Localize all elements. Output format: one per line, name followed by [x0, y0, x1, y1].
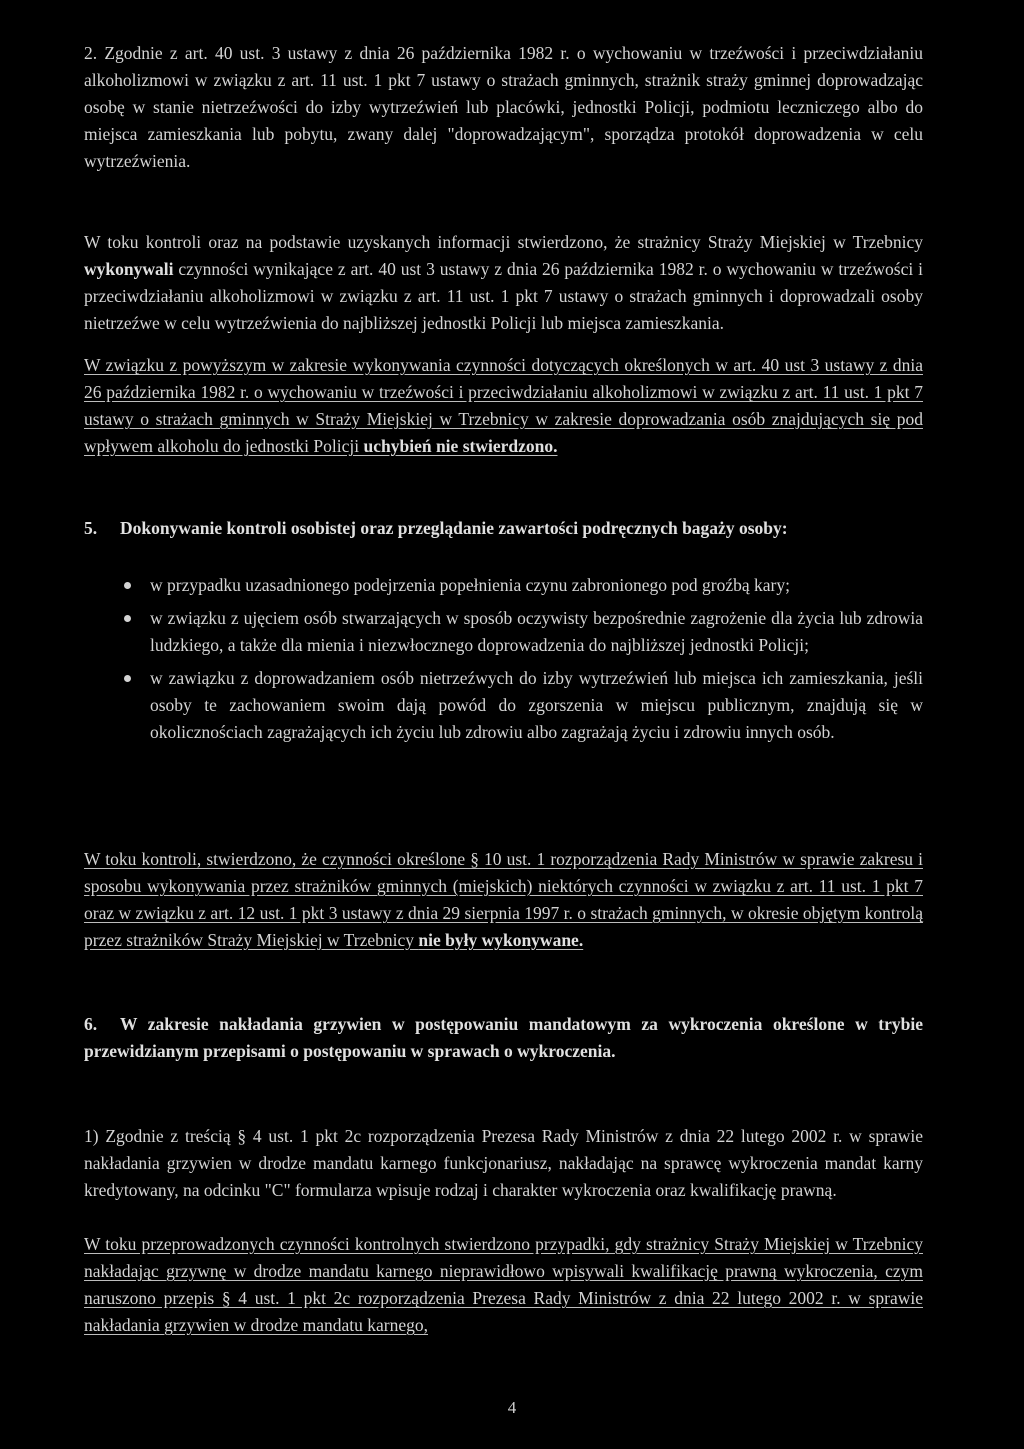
- bullet-item-3: [150, 665, 923, 746]
- conclusion-3-text: W toku przeprowadzonych czynności kontrolnych stwierdzono przypadki, gdy strażnicy Straży Miejskiej w Trzebnicy nakładając grzywnę w drodze mandatu karnego nieprawidłowo wpisywali kwalifikację prawną wykroczenia, czym naruszono przepis § 4 ust. 1 pkt 2c rozporządzenia Prezesa Rady Ministrów z dnia 22 lutego 2002 r. w sprawie nakładania grzywien w drodze mandatu karnego,: [84, 1234, 923, 1335]
- item-1-text: 1) Zgodnie z treścią § 4 ust. 1 pkt 2c rozporządzenia Prezesa Rady Ministrów z dnia 22 lutego 2002 r. w sprawie nakładania grzywien w drodze mandatu karnego funkcjonariusz, nakładając na sprawcę wykroczenia mandat karny kredytowany, na odcinku "C" formularza wpisuje rodzaj i charakter wykroczenia oraz kwalifikację prawną.: [84, 1126, 923, 1200]
- bullet-list: [150, 572, 923, 746]
- paragraph-kontrola-text-b: czynności wynikające z art. 40 ust 3 ustawy z dnia 26 października 1982 r. o wychowaniu w trzeźwości i przeciwdziałaniu alkoholizmowi w związku z art. 11 ust. 1 pkt 7 ustawy o strażach gminnych i doprowadzali osoby nietrzeźwe w celu wytrzeźwienia do najbliższej jednostki Policji lub miejsca zamieszkania.: [84, 259, 923, 333]
- section-6-heading: [84, 1011, 923, 1065]
- paragraph-2: [84, 40, 923, 175]
- conclusion-2-text: W toku kontroli, stwierdzono, że czynności określone § 10 ust. 1 rozporządzenia Rady Ministrów w sprawie zakresu i sposobu wykonywania przez strażników gminnych (miejskich) niektórych czynności w związku z art. 11 ust. 1 pkt 7 oraz w związku z art. 12 ust. 1 pkt 3 ustawy z dnia 29 sierpnia 1997 r. o strażach gminnych, w okresie objętym kontrolą przez strażników Straży Miejskiej w Trzebnicy: [84, 849, 923, 950]
- section-6-number: 6.: [84, 1014, 98, 1034]
- bullet-icon: [124, 615, 131, 622]
- bullet-item-1: [150, 572, 923, 599]
- bullet-item-3-text: w zawiązku z doprowadzaniem osób nietrzeźwych do izby wytrzeźwień lub miejsca ich zamieszkania, jeśli osoby te zachowaniem swoim dają powód do zgorszenia w miejscu publicznym, znajdują się w okolicznościach zagrażających ich życiu lub zdrowiu albo zagrażają życiu i zdrowiu innych osób.: [150, 668, 923, 742]
- conclusion-1-text: W związku z powyższym w zakresie wykonywania czynności dotyczących określonych w art. 40 ust 3 ustawy z dnia 26 października 1982 r. o wychowaniu w trzeźwości i przeciwdziałaniu alkoholizmowi w związku z art. 11 ust. 1 pkt 7 ustawy o strażach gminnych w Straży Miejskiej w Trzebnicy w zakresie doprowadzania osób znajdujących się pod wpływem alkoholu do jednostki Policji: [84, 355, 923, 456]
- conclusion-2: [84, 846, 923, 954]
- section-5-title: Dokonywanie kontroli osobistej oraz przeglądanie zawartości podręcznych bagaży osoby:: [120, 518, 788, 538]
- page-number: 4: [507, 1398, 517, 1417]
- bullet-icon: [124, 675, 131, 682]
- item-1: [84, 1123, 923, 1204]
- conclusion-1: [84, 352, 923, 460]
- conclusion-1-bold: uchybień nie stwierdzono.: [363, 436, 558, 456]
- section-5-heading: [84, 515, 923, 542]
- section-6-title: W zakresie nakładania grzywien w postępowaniu mandatowym za wykroczenia określone w trybie przewidzianym przepisami o postępowaniu w sprawach o wykroczenia.: [84, 1014, 923, 1061]
- section-5-number: 5.: [84, 518, 98, 538]
- bullet-icon: [124, 582, 131, 589]
- paragraph-kontrola-text-a: W toku kontroli oraz na podstawie uzyskanych informacji stwierdzono, że strażnicy Straży Miejskiej w Trzebnicy: [84, 232, 923, 252]
- conclusion-2-bold: nie były wykonywane.: [418, 930, 584, 950]
- bullet-item-1-text: w przypadku uzasadnionego podejrzenia popełnienia czynu zabronionego pod groźbą kary;: [150, 575, 790, 595]
- bullet-item-2: [150, 605, 923, 659]
- paragraph-2-text: 2. Zgodnie z art. 40 ust. 3 ustawy z dnia 26 października 1982 r. o wychowaniu w trzeźwości i przeciwdziałaniu alkoholizmowi w związku z art. 11 ust. 1 pkt 7 ustawy o strażach gminnych, strażnik straży gminnej doprowadzając osobę w stanie nietrzeźwości do izby wytrzeźwień lub placówki, jednostki Policji, podmiotu leczniczego albo do miejsca zamieszkania lub pobytu, zwany dalej "doprowadzającym", sporządza protokół doprowadzenia w celu wytrzeźwienia.: [84, 43, 923, 171]
- paragraph-kontrola: [84, 229, 923, 337]
- paragraph-kontrola-bold: wykonywali: [84, 259, 174, 279]
- conclusion-3: [84, 1231, 923, 1339]
- bullet-item-2-text: w związku z ujęciem osób stwarzających w sposób oczywisty bezpośrednie zagrożenie dla życia lub zdrowia ludzkiego, a także dla mienia i niezwłocznego doprowadzenia do najbliższej jednostki Policji;: [150, 608, 923, 655]
